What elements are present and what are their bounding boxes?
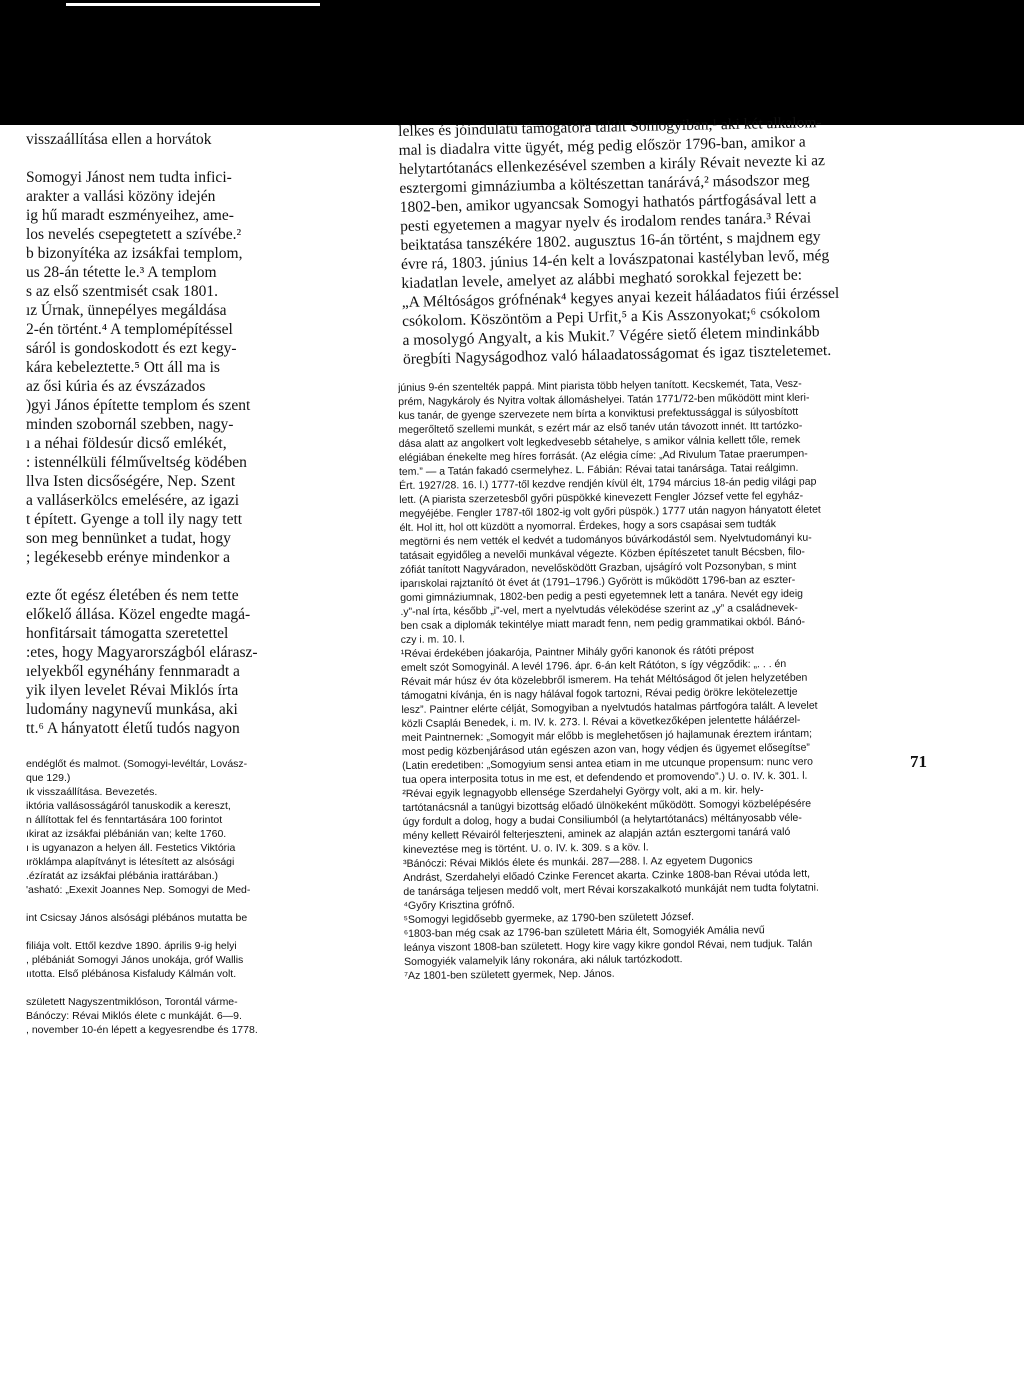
footnote-line: leánya viszont 1808-ban született. Hogy kire vagy kikre gondol Révai, nem tudjuk. Talán — [403, 937, 813, 954]
footnote-line: lett. (A piarista szerzetesből győri püspökké kinevezett Fengler József vette fel egyház- — [399, 489, 804, 506]
footnote-line: Révait már húsz év óta közelebbről ismerem. Ha tehát Méltóságod őt jelen helyzetében — [401, 671, 808, 688]
left-footnotes — [26, 757, 296, 1037]
text-line: mal is diadalra vitte ügyét, még pedig először 1796-ban, amikor a — [398, 133, 806, 159]
right-body-text — [398, 111, 943, 369]
text-line — [26, 149, 296, 168]
footnote-line: kineveztése meg is történt. U. o. IV. k. 309. s a köv. l. — [402, 841, 649, 856]
footnote-line: , november 10-én lépett a kegyesrendbe és 1778. — [26, 1024, 258, 1036]
text-line: )gyi János építette templom és szent — [26, 397, 251, 414]
footnote-line: iparıskolai rajztanító öt évet át (1791–1796.) Győrött is működött 1796-ban az eszter- — [400, 573, 796, 590]
text-line: honfitársait támogatta szeretettel — [26, 625, 229, 642]
footnote-line: ık visszaállítása. Bevezetés. — [26, 786, 158, 798]
footnote-line: int Csicsay János alsósági plébános mutatta be — [26, 912, 248, 924]
text-line: sáról is gondoskodott és ezt kegy- — [26, 340, 237, 357]
footnote-line: Somogyiék valamelyik lány rokonára, aki náluk tartózkodott. — [404, 953, 683, 968]
footnote-line: élt. Hol itt, hol ott küzdött a nyomorral. Érdekes, hogy a sors csapásai sem tudták — [399, 518, 777, 534]
text-line: ezte őt egész életében és nem tette — [26, 587, 239, 604]
text-line: ; legékesebb erénye mindenkor a — [26, 549, 230, 566]
footnote-line: ıkirat az izsákfai plébánián van; kelte 1760. — [26, 828, 227, 840]
footnote-line: emelt szót Somogyinál. A levél 1796. ápr. 6-án kelt Rátóton, s így végződik: „. . . én — [400, 657, 787, 674]
footnote-line: endéglőt és malmot. (Somogyi-levéltár, Lovász- — [26, 758, 248, 770]
text-line: évre rá, 1803. június 14-én kelt a lovászpatonai kastélyban levő, még — [400, 247, 830, 273]
footnote-line: tatásait egyidőleg a nevelői munkával végezte. Közben építészetet tanult Bécsben, filo- — [399, 545, 805, 562]
footnote-line: .ézíratát az izsákfai plébánia irattárában.) — [26, 870, 219, 882]
text-line: minden szobornál szebben, nagy- — [26, 416, 234, 433]
text-line: a valláserkölcs emelésére, az igazi — [26, 492, 240, 509]
footnote-line: ¹Révai érdekében jóakarója, Paintner Mihály győri kanonok és rátóti prépost — [400, 644, 755, 660]
text-line: kiadatlan levele, amelyet az alábbi megható sorokkal fejezett be: — [401, 266, 803, 292]
text-line: los nevelés csepegtetett a szívébe.² — [26, 226, 242, 243]
footnote-line: prém, Nagykároly és Nyitra voltak állomáshelyei. Tatán 1771/72-ben működött mint kleri- — [398, 391, 810, 408]
footnote-line: ben csak a diplomák tekintélye miatt maradt fenn, nem pedig grammatikai okból. Bánó- — [400, 615, 806, 632]
footnote-line: meit Paintnernek: „Somogyit már előbb is meglehetősen jó hajlamunak éreztem irántam; — [401, 727, 813, 744]
footnote-line — [26, 981, 296, 995]
text-line: yik ilyen levelet Révai Miklós írta — [26, 682, 239, 699]
footnote-line: (Latin eredetiben: „Somogyium sensi antea etiam in me utcunque propensum: nunc vero — [401, 755, 813, 772]
footnote-line: n állítottak fel és fenntartására 100 forintot — [26, 814, 223, 826]
text-line: tt.⁶ A hányatott életű tudós nagyon — [26, 720, 240, 737]
text-line: llva Isten dicsőségére, Nep. Szent — [26, 473, 236, 490]
text-line: ız Úrnak, ünnepélyes megáldása — [26, 302, 227, 319]
footnote-line: Ért. 1927/28. 16. l.) 1777-től kezdve rendjén kívül élt, 1794 március 18-án pedig világi pap — [399, 475, 817, 492]
footnote-line: zófiát tanított Nagyváradon, nevelősködött Grazban, ujságíró volt Pozsonyban, s mint — [399, 559, 797, 576]
top-rule — [66, 3, 320, 6]
footnote-line: megtörni és nem vették el kedvét a tudományos búvárkodástól sem. Nyelvtudományi ku- — [399, 531, 812, 548]
text-line: ı a néhai földesúr dicső emlékét, — [26, 435, 227, 452]
text-line: son meg bennünket a tudat, hogy — [26, 530, 231, 547]
footnote-line: ıröklámpa alapítványt is létesített az alsósági — [26, 856, 235, 868]
text-line: t épített. Gyenge a toll ily nagy tett — [26, 511, 243, 528]
footnote-line: ııtotta. Első plébánosa Kisfaludy Kálmán volt. — [26, 968, 237, 980]
text-line: arakter a vallási közöny idején — [26, 188, 216, 205]
text-line: lelkes és jóindulatú támogatóra talált Somogyiban,¹ aki két alkalom- — [398, 114, 822, 140]
text-line: b bizonyítéka az izsákfai templom, — [26, 245, 243, 262]
footnote-line: Bánóczy: Révai Miklós élete c munkáját. 6—9. — [26, 1010, 242, 1022]
text-line: esztergomi gimnáziumba a költészettan tanárává,² másodszor meg — [399, 171, 810, 197]
text-line: „A Méltóságos grófnénak⁴ kegyes anyai kezeit háláadatos fiúi érzéssel — [401, 284, 840, 311]
footnote-line: , plébániát Somogyi János unokája, gróf Wallis — [26, 954, 244, 966]
text-line: csókolom. Köszöntöm a Pepi Urfit,⁵ a Kis Asszonyokat;⁶ csókolom — [402, 304, 821, 330]
text-line: ıelyekből egynéhány fennmaradt a — [26, 663, 240, 680]
footnote-line: lesz”. Paintner elérte célját, Somogyiban a nyelvtudós hatalmas pártfogóra talált. A levelet — [401, 699, 818, 716]
footnote-line — [26, 925, 296, 939]
text-line: ig hű maradt eszményeihez, ame- — [26, 207, 234, 224]
footnote-line: Andrást, Szerdahelyi előadó Czinke Ferencet akarta. Czinke 1808-ban Révai utóda lett, — [403, 867, 811, 884]
footnote-line: ²Révai egyik legnagyobb ellensége Szerdahelyi György volt, aki a m. kir. hely- — [402, 784, 764, 800]
text-line: visszaállítása ellen a horvátok — [26, 131, 212, 148]
footnote-line: ı is ugyanazon a helyen áll. Festetics Viktória — [26, 842, 236, 854]
text-line: beiktatása tanszékére 1802. augusztus 16-án történt, s majdnem egy — [400, 228, 821, 254]
text-line: pesti egyetemen a magyar nyelv és irodalom rendes tanára.³ Révai — [400, 209, 812, 235]
footnote-line: közli Csapláı Benedek, i. m. IV. k. 273. l. Révai a következőképen jelentette háláérzel- — [401, 713, 801, 730]
footnote-line: iktória vallásosságáról tanuskodik a kereszt, — [26, 800, 231, 812]
footnote-line: támogatni kívánja, én is nagy hálával fogok tartozni, Révai pedig örökre lekötelezettje — [401, 685, 798, 702]
footnote-line: most pedig közbenjárásod után egészen azon van, hogy védjen és ügyemet elősegítse” — [401, 741, 810, 758]
text-line: helytartótanács ellenkezésével szemben a király Révait nevezte ki az — [398, 152, 826, 178]
text-line: ludomány nagynevű munkása, aki — [26, 701, 238, 718]
text-line: s az első szentmisét csak 1801. — [26, 283, 218, 300]
text-line: :etes, hogy Magyarországból elárasz- — [26, 644, 258, 661]
footnote-line: született Nagyszentmiklóson, Torontál várme- — [26, 996, 238, 1008]
footnote-line: dása alatt az angolkert volt legkedvesebb sétahelye, s amikor válnia kellett tőle, remek — [398, 433, 801, 450]
text-line: us 28-án tétette le.³ A templom — [26, 264, 217, 281]
footnote-line: ³Bánóczi: Révai Miklós élete és munkái. 287—288. l. Az egyetem Dugonics — [402, 854, 753, 870]
footnote-line: mény kellett Révairól felterjeszteni, aminek az alapján aztán esztergomi tanárá való — [402, 825, 791, 842]
text-line: 1802-ben, amikor ugyancsak Somogyi hathatós pártfogásával lett a — [399, 190, 817, 216]
footnote-line: kus tanár, de gyenge szervezete nem bírta a konviktusi prefektussággal is súlyosbított — [398, 405, 799, 422]
text-line: előkelő állása. Közel engedte magá- — [26, 606, 251, 623]
text-line: Somogyi Jánost nem tudta infici- — [26, 169, 232, 186]
footnote-line: megyéjébe. Fengler 1787-től 1802-ig volt győri püspök.) 1777 után nagyon hányatott életet — [399, 503, 821, 520]
footnote-line: czy i. m. 10. l. — [400, 633, 465, 646]
footnote-line: 'asható: „Exexit Joannes Nep. Somogyi de Med- — [26, 884, 251, 896]
footnote-line: úgy fordult a dolog, hogy a budai Consiliumból (a helytartótanács) méltányosabb véle- — [402, 811, 802, 828]
right-footnotes — [398, 375, 944, 983]
left-body-text — [26, 130, 296, 738]
footnote-line: ⁷Az 1801-ben született gyermek, Nep. János. — [404, 967, 615, 982]
footnote-line: elégiában énekelte meg híres forrását. (Az elégia címe: „Ad Rivulum Tatae praerumpen- — [398, 447, 808, 464]
text-line: : istennélküli félműveltség ködében — [26, 454, 247, 471]
page-number: 71 — [910, 752, 927, 771]
footnote-line: de tanársága teljesen meddő volt, mert Révai korszakalkotó munkáját nem tudta folytatni. — [403, 881, 819, 898]
footnote-line: tartótanácsnál a tanügyi bizottság előadó ülnökeként működött. Somogyi közbelépésére — [402, 797, 812, 814]
text-line: az ősi kúria és az évszázados — [26, 378, 206, 395]
right-column — [398, 114, 938, 983]
left-column — [26, 130, 296, 1037]
footnote-line: .y”-nal írta, később „i”-vel, mert a nyelvtudás véleködése szerint az „y” a családnevek- — [400, 601, 798, 618]
footnote-line: ⁵Somogyi legidősebb gyermeke, az 1790-ben született József. — [403, 910, 695, 926]
footnote-line: június 9-én szentelték pappá. Mint piarista több helyen tanított. Kecskemét, Tata, Vesz- — [398, 377, 802, 394]
footnote-line: que 129.) — [26, 772, 71, 784]
text-line: a mosolygó Angyalt, a kis Mukit.⁷ Végére siető életem mindinkább — [402, 323, 820, 349]
footnote-line: tua opera interposita totus in me est, et defendendo et promovendo”.) U. o. IV. k. 301. l. — [402, 769, 808, 786]
footnote-line: ⁴Győry Krisztina grófnő. — [403, 898, 515, 912]
footnote-line: megerőltető szellemi munkát, s ezért már az első tanév után távozott innét. Itt tartózko- — [398, 419, 803, 436]
footnote-line: tem.” — a Tatán fakadó csermelyhez. L. Fábián: Révai tatai tanársága. Tatai reálgimn. — [398, 461, 799, 478]
footnote-line: ⁶1803-ban még csak az 1796-ban született Mária élt, Somogyiék Amália nevű — [403, 924, 765, 940]
top-black-band — [0, 0, 1024, 125]
footnote-line: filiája volt. Ettől kezdve 1890. április 9-ig helyi — [26, 940, 237, 952]
text-line: öregbíti Nagyságodhoz való hálaadatosságomat és igaz tiszteletemet. — [402, 341, 832, 368]
footnote-line — [26, 897, 296, 911]
footnote-line: gomi gimnáziumnak, 1802-ben pedig a pesti egyetemnek lett a tanára. Nevét egy ideig — [400, 587, 804, 604]
text-line — [26, 567, 296, 586]
spacer — [26, 738, 296, 757]
text-line: kára kebeleztette.⁵ Ott áll ma is — [26, 359, 220, 376]
text-line: 2-én történt.⁴ A templomépítéssel — [26, 321, 233, 338]
